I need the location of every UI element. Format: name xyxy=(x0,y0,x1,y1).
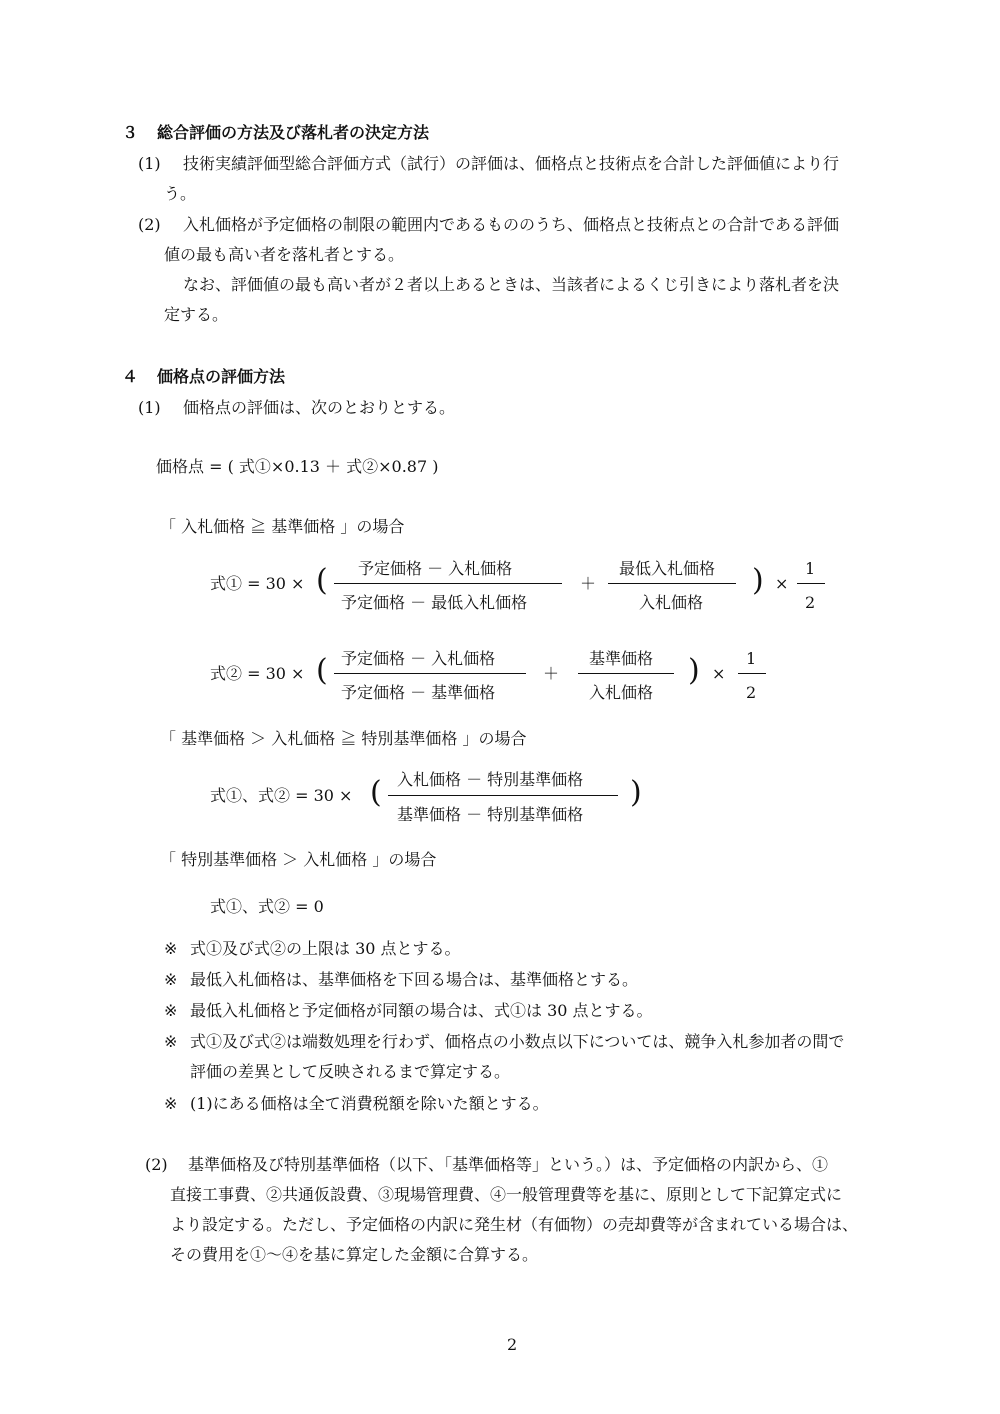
formula2-frac-b-line xyxy=(578,673,674,674)
formula2-plus: ＋ xyxy=(543,664,560,683)
formula3-close-brace: ) xyxy=(630,775,642,810)
formula1-frac-b-denominator: 入札価格 xyxy=(639,593,704,612)
formula1-frac-c-line xyxy=(797,583,825,584)
price-score-formula: 価格点 = ( 式①×0.13 ＋ 式②×0.87 ) xyxy=(156,457,439,476)
formula3-lhs: 式①、式② = 30 × xyxy=(210,786,353,805)
note4-line2: 評価の差異として反映されるまで算定する。 xyxy=(190,1062,511,1081)
section4-number: ４ xyxy=(122,367,139,386)
s4-item2-line2: 直接工事費、②共通仮設費、③現場管理費、④一般管理費等を基に、原則として下記算定式に xyxy=(170,1185,843,1204)
s3-item1-line2: う。 xyxy=(164,184,197,203)
s3-item2-line2: 値の最も高い者を落札者とする。 xyxy=(164,245,405,264)
formula2-frac-c-numerator: 1 xyxy=(746,649,757,668)
formula1-open-brace: ( xyxy=(316,563,328,598)
formula2-frac-a-line xyxy=(334,673,526,674)
s3-item2-line1: 入札価格が予定価格の制限の範囲内であるもののうち、価格点と技術点との合計である評価 xyxy=(183,215,840,234)
formula2-frac-c-line xyxy=(738,673,766,674)
s4-item1-text: 価格点の評価は、次のとおりとする。 xyxy=(183,398,456,417)
formula3-denominator: 基準価格 － 特別基準価格 xyxy=(397,805,584,824)
formula2-lhs: 式② = 30 × xyxy=(210,664,305,683)
note5-mark: ※ xyxy=(164,1094,178,1113)
s4-item2-line3: より設定する。ただし、予定価格の内訳に発生材（有価物）の売却費等が含まれている場合は、 xyxy=(170,1215,859,1234)
formula3-open-brace: ( xyxy=(370,775,382,810)
formula2-open-brace: ( xyxy=(316,653,328,688)
note5-text: (1)にある価格は全て消費税額を除いた額とする。 xyxy=(190,1094,549,1113)
note2-text: 最低入札価格は、基準価格を下回る場合は、基準価格とする。 xyxy=(190,970,639,989)
formula2-frac-c-denominator: 2 xyxy=(746,683,757,702)
case2-label: 「 基準価格 ＞ 入札価格 ≧ 特別基準価格 」の場合 xyxy=(160,729,527,748)
formula2-frac-b-denominator: 入札価格 xyxy=(589,683,654,702)
formula1-frac-b-numerator: 最低入札価格 xyxy=(619,559,716,578)
formula3-numerator: 入札価格 － 特別基準価格 xyxy=(397,770,584,789)
formula1-frac-a-line xyxy=(334,583,562,584)
formula1-lhs: 式① = 30 × xyxy=(210,574,305,593)
section3-number: ３ xyxy=(122,123,139,142)
s3-item1-line1: 技術実績評価型総合評価方式（試行）の評価は、価格点と技術点を合計した評価値により行 xyxy=(183,154,840,173)
s3-item2-line3: なお、評価値の最も高い者が２者以上あるときは、当該者によるくじ引きにより落札者を決 xyxy=(183,275,840,294)
formula4: 式①、式② = 0 xyxy=(210,897,324,916)
section3-heading: 総合評価の方法及び落札者の決定方法 xyxy=(157,123,430,142)
page-number: 2 xyxy=(507,1335,518,1354)
formula1-frac-c-denominator: 2 xyxy=(805,593,816,612)
s3-item2-line4: 定する。 xyxy=(164,305,229,324)
formula2-close-brace: ) xyxy=(688,653,700,688)
case3-label: 「 特別基準価格 ＞ 入札価格 」の場合 xyxy=(160,850,437,869)
note4-mark: ※ xyxy=(164,1032,178,1051)
s3-item2-number: (2) xyxy=(138,215,161,234)
formula1-plus: ＋ xyxy=(580,574,597,593)
note4-line1: 式①及び式②は端数処理を行わず、価格点の小数点以下については、競争入札参加者の間で xyxy=(190,1032,845,1051)
formula1-frac-c-numerator: 1 xyxy=(805,559,816,578)
note3-mark: ※ xyxy=(164,1001,178,1020)
formula3-frac-line xyxy=(388,795,618,796)
formula1-frac-a-numerator: 予定価格 － 入札価格 xyxy=(358,559,513,578)
formula2-frac-a-numerator: 予定価格 － 入札価格 xyxy=(341,649,496,668)
s3-item1-number: (1) xyxy=(138,154,161,173)
s4-item1-number: (1) xyxy=(138,398,161,417)
formula1-frac-a-denominator: 予定価格 － 最低入札価格 xyxy=(341,593,528,612)
s4-item2-line1: 基準価格及び特別基準価格（以下、「基準価格等」という。）は、予定価格の内訳から、① xyxy=(188,1155,829,1174)
note1-mark: ※ xyxy=(164,939,178,958)
formula1-frac-b-line xyxy=(608,583,736,584)
note1-text: 式①及び式②の上限は 30 点とする。 xyxy=(190,939,461,958)
s4-item2-number: (2) xyxy=(145,1155,168,1174)
s4-item2-line4: その費用を①～④を基に算定した金額に合算する。 xyxy=(170,1245,539,1264)
formula2-times: × xyxy=(712,664,726,683)
formula1-close-brace: ) xyxy=(752,563,764,598)
note2-mark: ※ xyxy=(164,970,178,989)
formula2-frac-b-numerator: 基準価格 xyxy=(589,649,654,668)
section4-heading: 価格点の評価方法 xyxy=(157,367,286,386)
note3-text: 最低入札価格と予定価格が同額の場合は、式①は 30 点とする。 xyxy=(190,1001,653,1020)
case1-label: 「 入札価格 ≧ 基準価格 」の場合 xyxy=(160,517,405,536)
formula2-frac-a-denominator: 予定価格 － 基準価格 xyxy=(341,683,496,702)
formula1-times: × xyxy=(775,574,789,593)
